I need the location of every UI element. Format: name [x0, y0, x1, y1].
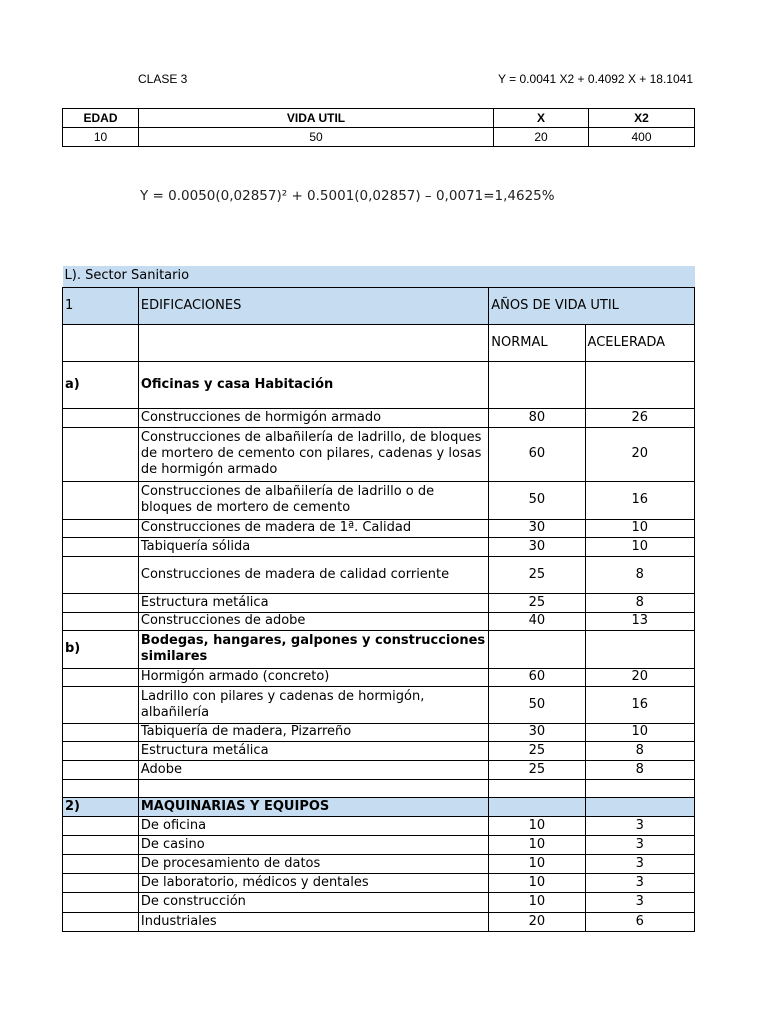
cell-x: 20: [494, 128, 589, 147]
table-row: [63, 481, 695, 519]
row-desc: De procesamiento de datos: [138, 854, 488, 873]
section-2-label: MAQUINARIAS Y EQUIPOS: [138, 797, 488, 816]
row-normal: 25: [489, 593, 585, 612]
row-acelerada: 16: [585, 481, 694, 519]
table-row: [63, 593, 695, 612]
row-normal: 20: [489, 912, 585, 931]
col-header-edad: EDAD: [63, 109, 139, 128]
empty-cell: [63, 612, 139, 630]
row-normal: 30: [489, 723, 585, 741]
col-header-vida-util: VIDA UTIL: [139, 109, 494, 128]
empty-cell: [63, 537, 139, 556]
table-row: [63, 556, 695, 593]
section-2-number: 2): [63, 797, 139, 816]
empty-cell: [63, 686, 139, 723]
empty-cell: [63, 873, 139, 892]
row-acelerada: 3: [585, 873, 694, 892]
empty-cell: [63, 892, 139, 912]
empty-cell: [63, 723, 139, 741]
table-row: [63, 537, 695, 556]
col-header-x2: X2: [589, 109, 695, 128]
empty-cell: [585, 779, 694, 797]
row-normal: 30: [489, 537, 585, 556]
row-acelerada: 8: [585, 593, 694, 612]
row-acelerada: 16: [585, 686, 694, 723]
empty-cell: [585, 630, 694, 668]
section-header-row: [63, 287, 695, 324]
row-acelerada: 20: [585, 668, 694, 686]
row-normal: 25: [489, 760, 585, 779]
subheader-row: [63, 324, 695, 361]
row-acelerada: 10: [585, 519, 694, 537]
acelerada-header: ACELERADA: [585, 324, 694, 361]
row-acelerada: 10: [585, 537, 694, 556]
empty-cell: [63, 760, 139, 779]
col-header-x: X: [494, 109, 589, 128]
empty-cell: [489, 779, 585, 797]
row-desc: Industriales: [138, 912, 488, 931]
row-desc: De construcción: [138, 892, 488, 912]
row-normal: 50: [489, 686, 585, 723]
row-normal: 40: [489, 612, 585, 630]
row-acelerada: 3: [585, 835, 694, 854]
row-desc: Construcciones de albañilería de ladrillo o de bloques de mortero de cemento: [138, 481, 488, 519]
table-row: [63, 408, 695, 427]
row-acelerada: 8: [585, 556, 694, 593]
row-normal: 10: [489, 892, 585, 912]
row-acelerada: 10: [585, 723, 694, 741]
equation-text: Y = 0.0050(0,02857)² + 0.5001(0,02857) – 0,0071=1,4625%: [140, 188, 555, 204]
row-desc: Estructura metálica: [138, 741, 488, 760]
section-2-row: [63, 797, 695, 816]
row-desc: Construcciones de madera de calidad corriente: [138, 556, 488, 593]
empty-cell: [63, 408, 139, 427]
cell-edad: 10: [63, 128, 139, 147]
row-acelerada: 13: [585, 612, 694, 630]
table-row: [63, 912, 695, 931]
row-normal: 60: [489, 668, 585, 686]
row-normal: 30: [489, 519, 585, 537]
years-header: AÑOS DE VIDA UTIL: [489, 287, 695, 324]
row-acelerada: 26: [585, 408, 694, 427]
empty-cell: [63, 835, 139, 854]
empty-cell: [63, 556, 139, 593]
empty-cell: [489, 361, 585, 408]
row-desc: Construcciones de adobe: [138, 612, 488, 630]
row-desc: Tabiquería de madera, Pizarreño: [138, 723, 488, 741]
table-row: [63, 427, 695, 481]
cell-x2: 400: [589, 128, 695, 147]
row-acelerada: 8: [585, 741, 694, 760]
empty-cell: [63, 741, 139, 760]
empty-cell: [489, 797, 585, 816]
table-row: [63, 686, 695, 723]
row-normal: 10: [489, 835, 585, 854]
regression-formula: Y = 0.0041 X2 + 0.4092 X + 18.1041: [498, 72, 693, 86]
table-row: [63, 741, 695, 760]
row-desc: Hormigón armado (concreto): [138, 668, 488, 686]
row-desc: De oficina: [138, 816, 488, 835]
group-b-number: b): [63, 630, 139, 668]
row-desc: Ladrillo con pilares y cadenas de hormigón, albañilería: [138, 686, 488, 723]
table-header-row: [63, 109, 695, 128]
empty-cell: [63, 912, 139, 931]
empty-cell: [63, 481, 139, 519]
table-row: [63, 519, 695, 537]
row-normal: 25: [489, 556, 585, 593]
group-a-label: Oficinas y casa Habitación: [138, 361, 488, 408]
row-normal: 10: [489, 873, 585, 892]
empty-cell: [63, 427, 139, 481]
row-normal: 50: [489, 481, 585, 519]
row-acelerada: 3: [585, 816, 694, 835]
cell-vida-util: 50: [139, 128, 494, 147]
row-normal: 10: [489, 816, 585, 835]
section-number: 1: [63, 287, 139, 324]
row-acelerada: 8: [585, 760, 694, 779]
row-desc: De laboratorio, médicos y dentales: [138, 873, 488, 892]
empty-cell: [585, 797, 694, 816]
row-desc: Construcciones de madera de 1ª. Calidad: [138, 519, 488, 537]
table-row: [63, 816, 695, 835]
table-row: [63, 128, 695, 147]
group-b-label: Bodegas, hangares, galpones y construcciones similares: [138, 630, 488, 668]
table-row: [63, 760, 695, 779]
empty-cell: [63, 519, 139, 537]
group-a-number: a): [63, 361, 139, 408]
table-title-row: [63, 266, 695, 287]
section-label: EDIFICACIONES: [138, 287, 488, 324]
row-normal: 80: [489, 408, 585, 427]
table-row: [63, 873, 695, 892]
age-life-table: [62, 108, 695, 147]
table-row: [63, 854, 695, 873]
table-row: [63, 892, 695, 912]
depreciation-table: [62, 266, 695, 932]
empty-cell: [585, 361, 694, 408]
row-desc: Adobe: [138, 760, 488, 779]
empty-cell: [63, 593, 139, 612]
row-acelerada: 3: [585, 892, 694, 912]
group-b-row: [63, 630, 695, 668]
row-acelerada: 20: [585, 427, 694, 481]
empty-cell: [63, 779, 139, 797]
table-row: [63, 612, 695, 630]
row-desc: Tabiquería sólida: [138, 537, 488, 556]
table-row: [63, 723, 695, 741]
row-acelerada: 3: [585, 854, 694, 873]
clase-label: CLASE 3: [138, 72, 188, 86]
empty-cell: [63, 854, 139, 873]
empty-cell: [489, 630, 585, 668]
group-a-row: [63, 361, 695, 408]
table-title: L). Sector Sanitario: [63, 266, 695, 287]
row-desc: Estructura metálica: [138, 593, 488, 612]
normal-header: NORMAL: [489, 324, 585, 361]
table-row: [63, 668, 695, 686]
row-desc: De casino: [138, 835, 488, 854]
row-desc: Construcciones de hormigón armado: [138, 408, 488, 427]
empty-cell: [138, 779, 488, 797]
empty-cell: [63, 324, 139, 361]
table-row: [63, 835, 695, 854]
empty-cell: [63, 816, 139, 835]
row-normal: 10: [489, 854, 585, 873]
row-acelerada: 6: [585, 912, 694, 931]
empty-cell: [63, 668, 139, 686]
spacer-row: [63, 779, 695, 797]
row-normal: 60: [489, 427, 585, 481]
empty-cell: [138, 324, 488, 361]
row-normal: 25: [489, 741, 585, 760]
row-desc: Construcciones de albañilería de ladrillo, de bloques de mortero de cemento con pilares, cadenas y losas de hormigón armado: [138, 427, 488, 481]
